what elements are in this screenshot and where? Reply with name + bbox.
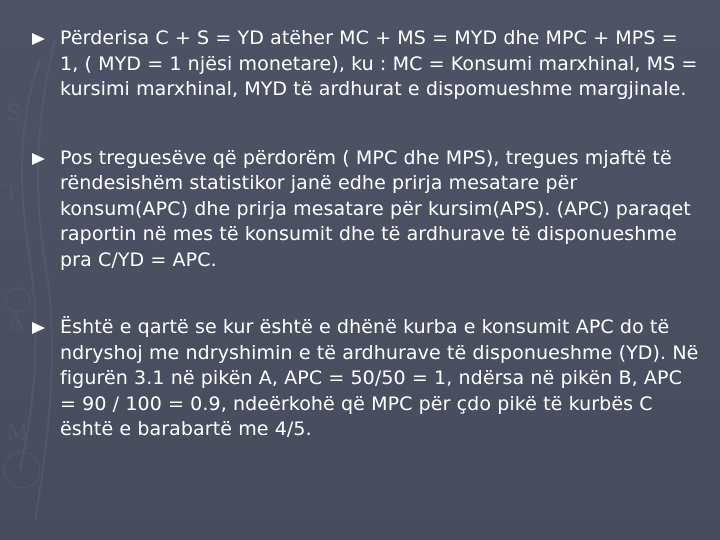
bullet-arrow-icon	[32, 153, 45, 165]
bullet-list	[32, 26, 702, 443]
bullet-text: Është e qartë se kur është e dhënë kurba e konsumit APC do të ndryshoj me ndryshimin e të ardhurave të disponueshme (YD). Në figurën 3.1 në pikën A, APC = 50/50 = 1, ndërsa në pikën B, APC = 90 / 100 = 0.9, ndeërkohë që MPC për çdo pikë të kurbës C është e barabartë me 4/5.	[60, 316, 699, 440]
bullet-item	[32, 26, 702, 103]
svg-text:T: T	[4, 181, 19, 206]
bullet-text: Përderisa C + S = YD atëher MC + MS = MYD dhe MPC + MPS = 1, ( MYD = 1 njësi monetare), ku : MC = Konsumi marxhinal, MS = kursimi marxhinal, MYD të ardhurat e dispomueshme margjinale.	[60, 27, 698, 100]
svg-text:M: M	[6, 421, 29, 446]
bullet-arrow-icon	[32, 33, 45, 45]
bullet-item	[32, 146, 702, 274]
svg-text:S: S	[6, 101, 22, 126]
bullet-item	[32, 315, 702, 443]
svg-text:A: A	[8, 311, 24, 336]
bullet-text: Pos treguesëve që përdorëm ( MPC dhe MPS), tregues mjaftë të rëndesishëm statistikor janë edhe prirja mesatare për konsum(APC) dhe prirja mesatare për kursim(APS). (APC) paraqet raportin në mes të konsumit dhe të ardhurave të disponueshme pra C/YD = APC.	[60, 146, 691, 271]
bullet-arrow-icon	[32, 322, 45, 334]
